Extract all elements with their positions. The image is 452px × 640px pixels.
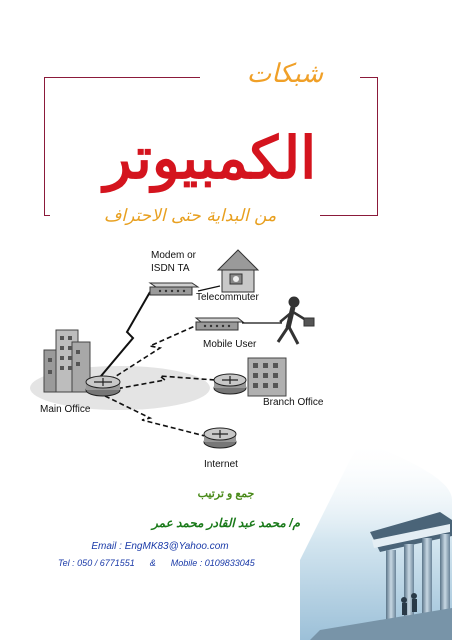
label-telecommuter: Telecommuter [196, 292, 259, 303]
internet-router [204, 428, 236, 448]
label-modem-line2: ISDN TA [151, 263, 190, 274]
modem-house-link [198, 286, 220, 291]
mobile-modem [196, 318, 243, 330]
label-branch-office: Branch Office [263, 397, 324, 408]
credits-email: Email : EngMK83@Yahoo.com [91, 541, 229, 552]
credits-phones: Tel : 050 / 6771551 & Mobile : 0109833045 [58, 558, 255, 568]
label-main-office: Main Office [40, 404, 91, 415]
label-modem-line1: Modem or [151, 250, 197, 261]
main-office-router [86, 376, 120, 396]
branch-router [214, 374, 246, 394]
mobile-user-figure [278, 297, 314, 344]
branch-office-building [248, 358, 286, 396]
label-mobile-user: Mobile User [203, 339, 257, 350]
title-networks: شبكات [246, 59, 324, 89]
credits-author: م/ محمد عبد القادر محمد عمر [152, 516, 300, 530]
label-internet: Internet [204, 459, 238, 470]
telecommuter-house [218, 250, 258, 292]
subtitle: من البداية حتى الاحتراف [103, 206, 277, 226]
main-office-buildings [44, 330, 90, 392]
title-computer: الكمبيوتر [103, 124, 317, 192]
credits-prepared-by: جمع و ترتيب [197, 488, 255, 500]
building-illustration [300, 440, 452, 640]
modem-device [150, 283, 198, 295]
